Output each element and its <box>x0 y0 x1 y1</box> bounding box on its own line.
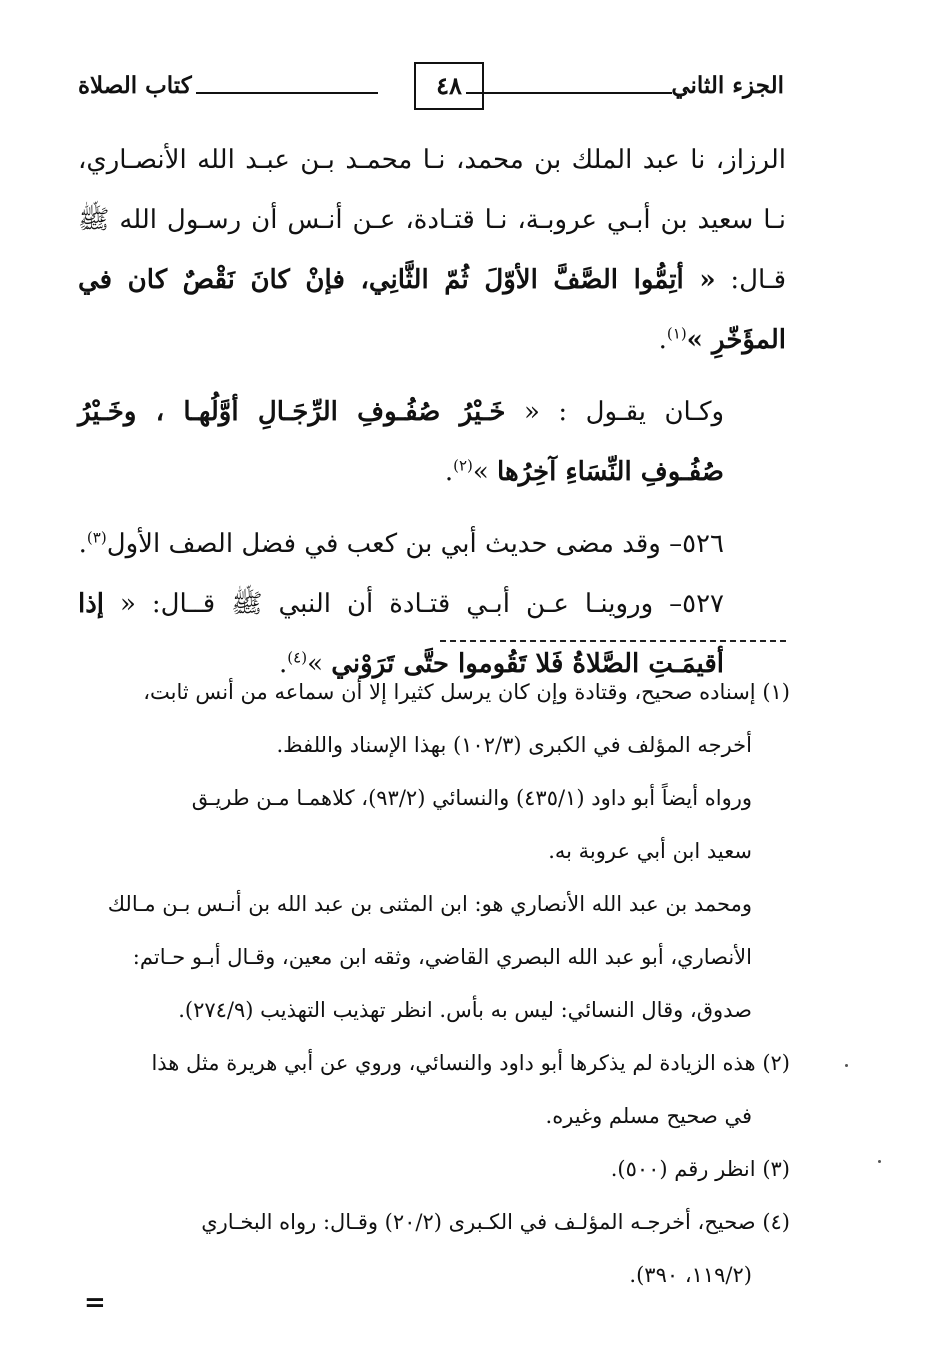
text-line: ٥٢٧– وروينـا عـن أبـي قتـادة أن النبي ﷺ قــال: « <box>120 589 725 619</box>
page-number: ٤٨ <box>414 62 484 110</box>
hadith-quote: إذا أقيمَـتِ الصَّلاةُ فَلا تَقُوموا حتَّى تَرَوْني <box>78 589 724 679</box>
footnote-text: صدوق، وقال النسائي: ليس به بأس. انظر تهذيب التهذيب (٢٧٤/٩). <box>178 998 752 1022</box>
footnote-text: هذه الزيادة لم يذكرها أبو داود والنسائي، وروي عن أبي هريرة مثل هذا <box>151 1051 756 1075</box>
text-line: وكـان يقـول : « <box>524 397 725 427</box>
hadith-paragraph-1: الرزاز، نا عبد الملك بن محمد، نـا محمـد بـن عبـد الله الأنصـاري، نـا سعيد بن أبـي عروبـة، نـا قتـادة، عـن أنـس أن رسـول الله ﷺ قـال: « أتِمُّوا الصَّفَّ الأوّلَ ثُمّ الثَّانِي، فإنْ كانَ نَقْصٌ كان في المؤَخّرِ »$^{(١)}$. <box>78 145 787 355</box>
footnote-3 <box>78 1143 790 1196</box>
footnote-1 <box>78 666 790 1037</box>
scan-speck <box>845 1064 848 1067</box>
footnote-ref: (٣) <box>86 528 107 547</box>
running-header <box>78 62 784 116</box>
footnote-2 <box>78 1037 790 1143</box>
footnote-ref: (١) <box>666 324 687 343</box>
quote-close: » <box>307 649 323 679</box>
continuation-mark: = <box>84 1288 106 1318</box>
footnote-text: صحيح، أخرجـه المؤلـف في الكـبرى (٢٠/٢) وقـال: رواه البخـاري <box>201 1210 756 1234</box>
footnote-text: الأنصاري، أبو عبد الله البصري القاضي، وثقه ابن معين، وقـال أبـو حـاتم: <box>132 945 752 969</box>
hadith-527: ٥٢٧– وروينـا عـن أبـي قتـادة أن النبي ﷺ قــال: « إذا أقيمَـتِ الصَّلاةُ فَلا تَقُوموا حتَّى تَرَوْني »$^{(٤)}$. <box>78 589 725 679</box>
hadith-quote: خَـيْرُ صُفُـوفِ الرِّجَـالِ أوَّلُهـا ، وخَـيْرُ صُفُـوفِ النِّسَاءِ آخِرُها <box>78 397 724 487</box>
footnote-text: ومحمد بن عبد الله الأنصاري هو: ابن المثنى بن عبد الله بن أنـس بـن مـالك <box>107 892 752 916</box>
footnote-4 <box>78 1196 790 1302</box>
footnote-number: (٢) <box>762 1051 790 1075</box>
book-title: كتاب الصلاة <box>78 72 192 99</box>
footnote-text: أخرجه المؤلف في الكبرى (١٠٢/٣) بهذا الإسناد واللفظ. <box>276 733 752 757</box>
hadith-526: ٥٢٦– وقد مضى حديث أبي بن كعب في فضل الصف الأول$^{(٣)}$. <box>78 528 724 559</box>
footnote-number: (٣) <box>762 1157 790 1181</box>
scan-speck <box>878 1160 881 1163</box>
footnote-text: سعيد ابن أبي عروبة به. <box>548 839 752 863</box>
footnote-text: إسناده صحيح، وقتادة وإن كان يرسل كثيرا إلا أن سماعه من أنس ثابت، <box>143 680 756 704</box>
hadith-quote: « أتِمُّوا الصَّفَّ الأوّلَ ثُمّ الثَّانِي، فإنْ كانَ نَقْصٌ كان في المؤَخّرِ » <box>78 265 786 355</box>
text-line: ٥٢٦– وقد مضى حديث أبي بن كعب في فضل الصف الأول <box>106 529 724 559</box>
footnote-text: انظر رقم (٥٠٠). <box>610 1157 756 1181</box>
text-line: الرزاز، نا عبد الملك بن محمد، نـا محمـد بـن عبـد الله الأنصـاري، نـا <box>78 145 786 235</box>
header-rule-right <box>466 92 672 94</box>
footnote-separator <box>440 640 786 642</box>
footnote-text: (١١٩/٢، ٣٩٠). <box>629 1263 752 1287</box>
text-line: سعيد بن أبـي عروبـة، نـا قتـادة، عـن أنـس أن رسـول الله ﷺ قـال: <box>78 205 787 295</box>
footnotes <box>78 666 790 1302</box>
footnote-number: (٤) <box>762 1210 790 1234</box>
main-text <box>78 130 786 694</box>
footnote-number: (١) <box>762 680 790 704</box>
header-rule-left <box>196 92 378 94</box>
footnote-text: ورواه أيضاً أبو داود (٤٣٥/١) والنسائي (٩٣/٢)، كلاهمـا مـن طريـق <box>191 786 752 810</box>
footnote-ref: (٤) <box>287 648 308 667</box>
volume-title: الجزء الثاني <box>671 72 784 99</box>
hadith-paragraph-2: وكـان يقـول : « خَـيْرُ صُفُـوفِ الرِّجَـالِ أوَّلُهـا ، وخَـيْرُ صُفُـوفِ النِّسَاءِ آخِرُها »$^{(٢)}$. <box>78 397 725 487</box>
footnote-text: في صحيح مسلم وغيره. <box>545 1104 752 1128</box>
quote-close: » <box>472 457 489 487</box>
footnote-ref: (٢) <box>453 456 473 475</box>
